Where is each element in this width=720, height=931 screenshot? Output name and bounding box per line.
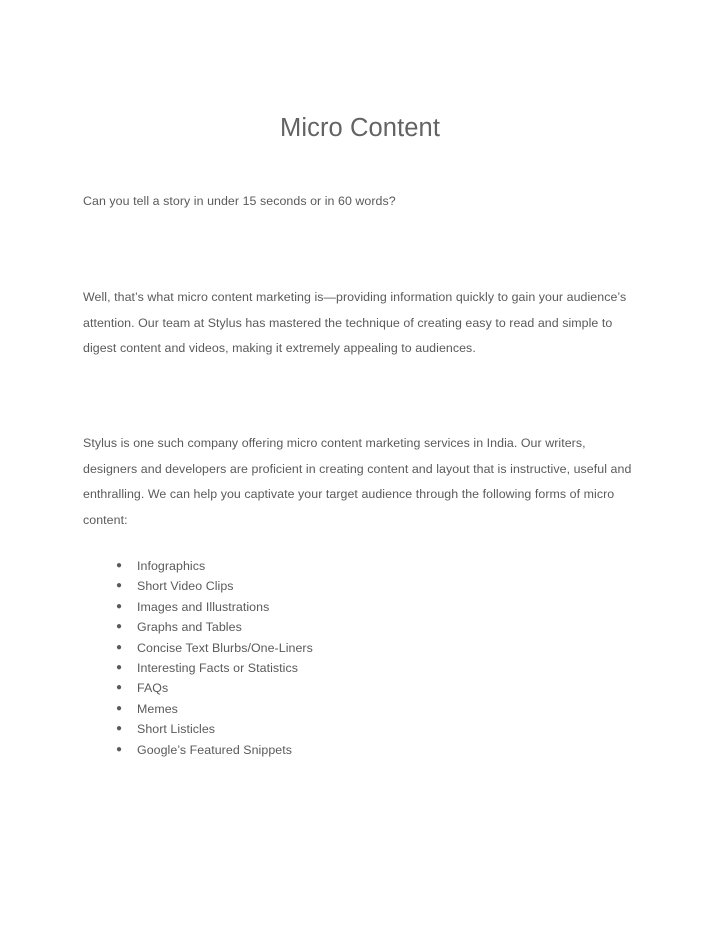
list-item: [0, 740, 313, 760]
paragraph-intro-question: Can you tell a story in under 15 seconds or in 60 words?: [83, 194, 396, 208]
list-item-label: FAQs: [137, 681, 169, 696]
bullet-icon: ●: [116, 621, 123, 633]
bullet-icon: ●: [116, 743, 123, 755]
bullet-icon: ●: [116, 600, 123, 612]
list-item-label: Infographics: [137, 559, 206, 573]
bullet-icon: ●: [116, 641, 123, 653]
list-item: [0, 658, 313, 678]
bullet-icon: ●: [116, 661, 123, 673]
list-item-label: Graphs and Tables: [137, 620, 242, 635]
list-item: [0, 556, 313, 576]
bullet-icon: ●: [116, 702, 123, 714]
page-title: Micro Content: [279, 114, 441, 142]
list-item: [0, 699, 313, 719]
bullet-icon: ●: [116, 580, 123, 592]
list-item: [0, 638, 313, 658]
list-item-label: Interesting Facts or Statistics: [137, 660, 298, 675]
list-item-label: Concise Text Blurbs/One-Liners: [137, 640, 313, 655]
list-item: [0, 678, 313, 698]
list-item: [0, 719, 313, 739]
list-item-label: Short Video Clips: [137, 579, 234, 594]
micro-content-forms-list: [0, 556, 313, 760]
list-item-label: Memes: [137, 701, 178, 716]
list-item: [0, 576, 313, 596]
list-item-label: Google’s Featured Snippets: [137, 742, 292, 757]
list-item: [0, 597, 313, 617]
list-item-label: Images and Illustrations: [137, 599, 270, 614]
bullet-icon: ●: [116, 682, 123, 694]
paragraph-services: Stylus is one such company offering micro content marketing services in India. Our writers, designers and developers are proficient in creating content and layout that is instructive, useful and enthralling. We can help you captivate your target audience through the following forms of micro content:: [83, 436, 632, 527]
bullet-icon: ●: [116, 560, 123, 571]
bullet-icon: ●: [116, 723, 123, 735]
list-item: [0, 617, 313, 637]
list-item-label: Short Listicles: [137, 722, 216, 737]
paragraph-definition: Well, that’s what micro content marketing is—providing information quickly to gain your audience’s attention. Our team at Stylus has mastered the technique of creating easy to read and simple to digest content and videos, making it extremely appealing to audiences.: [83, 290, 627, 355]
